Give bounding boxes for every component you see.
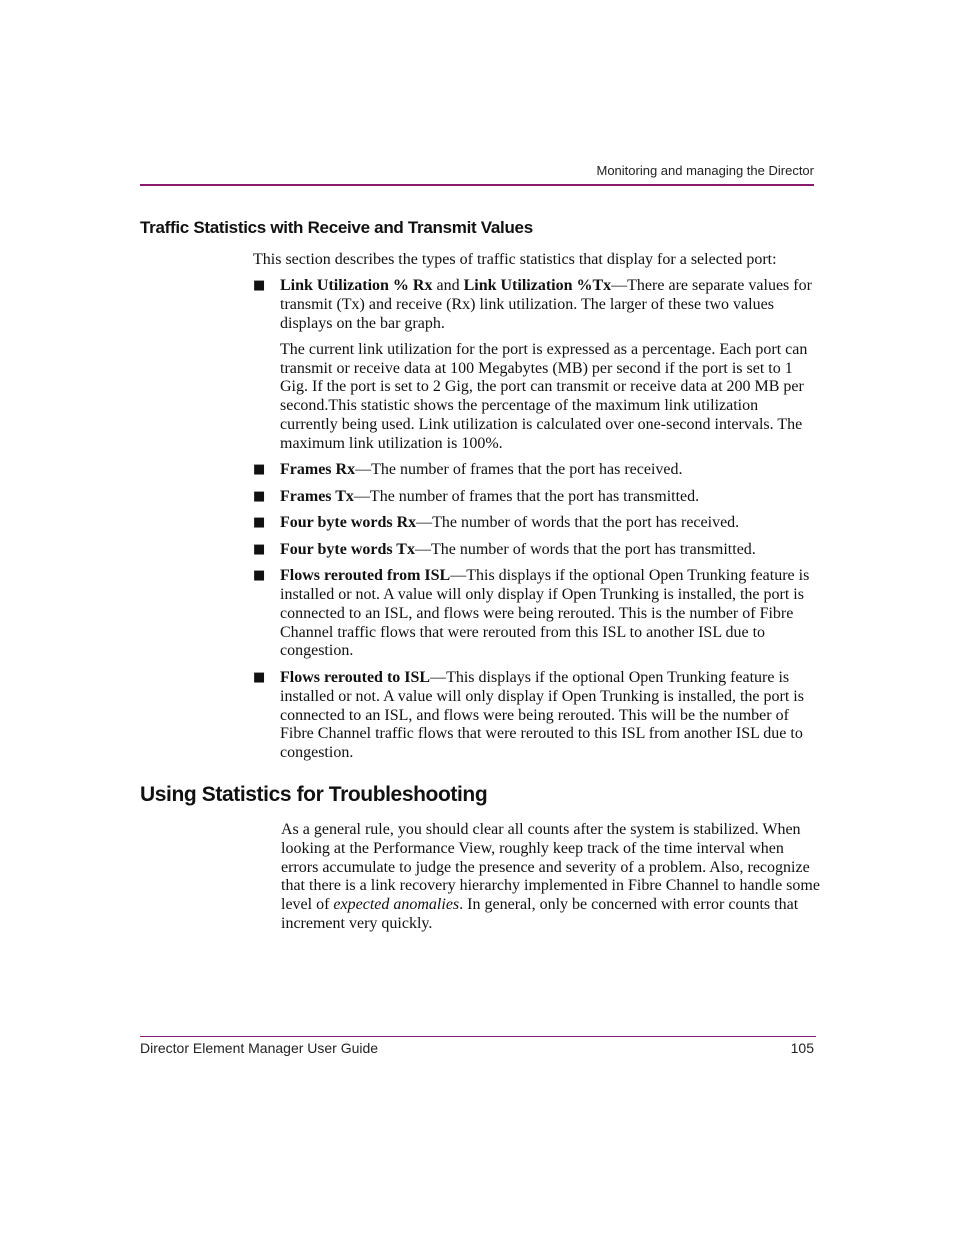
list-item [253,669,815,763]
term: Four byte words Rx [280,514,417,532]
term-extra-paragraph: The current link utilization for the port is expressed as a percentage. Each port can transmit or receive data at 100 Megabytes (MB) per second if the port is set to 1 Gig. If the port is set to 2 Gig, the port can transmit or receive data at 200 MB per second.This statistic shows the percentage of the maximum link utilization currently being used. Link utilization is calculated over one-second intervals. The maximum link utilization is 100%. [280,340,808,452]
section-heading-traffic-statistics: Traffic Statistics with Receive and Transmit Values [140,218,533,237]
bullet-square-icon: ■ [253,515,266,531]
term-description: —The number of words that the port has received. [416,514,740,532]
term: Flows rerouted from ISL [280,567,451,585]
page-number: 105 [790,1040,814,1056]
bullet-square-icon: ■ [253,541,266,557]
term: Four byte words Tx [280,540,415,558]
list-item [253,277,815,454]
list-item [253,488,815,507]
paragraph-text: . In general, only be concerned with error counts that increment very quickly. [281,896,799,932]
list-item [253,541,815,560]
bullet-square-icon: ■ [253,669,266,685]
section-heading-troubleshooting: Using Statistics for Troubleshooting [140,783,488,806]
section-intro: This section describes the types of traffic statistics that display for a selected port: [253,251,777,268]
footer-guide-title: Director Element Manager User Guide [140,1040,379,1056]
bullet-square-icon: ■ [253,278,266,293]
list-item [253,514,815,533]
bullet-square-icon: ■ [253,568,266,584]
term: Link Utilization % Rx [280,277,433,294]
statistics-list [253,277,815,771]
list-item [253,461,815,480]
term: Frames Rx [280,461,356,479]
term-description: —The number of frames that the port has transmitted. [353,487,700,505]
bullet-square-icon: ■ [253,462,266,478]
list-item [253,567,815,661]
running-header: Monitoring and managing the Director [596,163,814,178]
footer-rule [140,1036,816,1037]
term: Frames Tx [280,487,354,505]
paragraph-text: As a general rule, you should clear all counts after the system is stabilized. When looking at the Performance View, roughly keep track of the time interval when errors accumulate to judge the presence and severity of a problem. Also, recognize that there is a link recovery hierarchy implemented in Fibre Channel to handle some level of [281,821,820,914]
header-rule [140,184,814,186]
term-description: —The number of words that the port has transmitted. [414,540,756,558]
term-description: —The number of frames that the port has received. [355,461,683,479]
bullet-square-icon: ■ [253,488,266,504]
term: Flows rerouted to ISL [280,668,431,686]
emphasis-text: expected anomalies [333,896,460,914]
term-connector: and [432,277,464,294]
term-description: —This displays if the optional Open Trunking feature is installed or not. A value will only display if Open Trunking is installed, the port is connected to an ISL, and flows were being rerouted. This is the number of Fibre Channel traffic flows that were rerouted from this ISL to another ISL due to congestion. [280,567,810,660]
term: Link Utilization %Tx [463,277,612,294]
term-description: —There are separate values for transmit (Tx) and receive (Rx) link utilization. The larger of these two values displays on the bar graph. [280,277,812,332]
term-description: —This displays if the optional Open Trunking feature is installed or not. A value will only display if Open Trunking is installed, the port is connected to an ISL, and flows were being rerouted. This will be the number of Fibre Channel traffic flows that were rerouted to this ISL from another ISL due to congestion. [280,668,804,762]
troubleshooting-paragraph [281,821,821,934]
